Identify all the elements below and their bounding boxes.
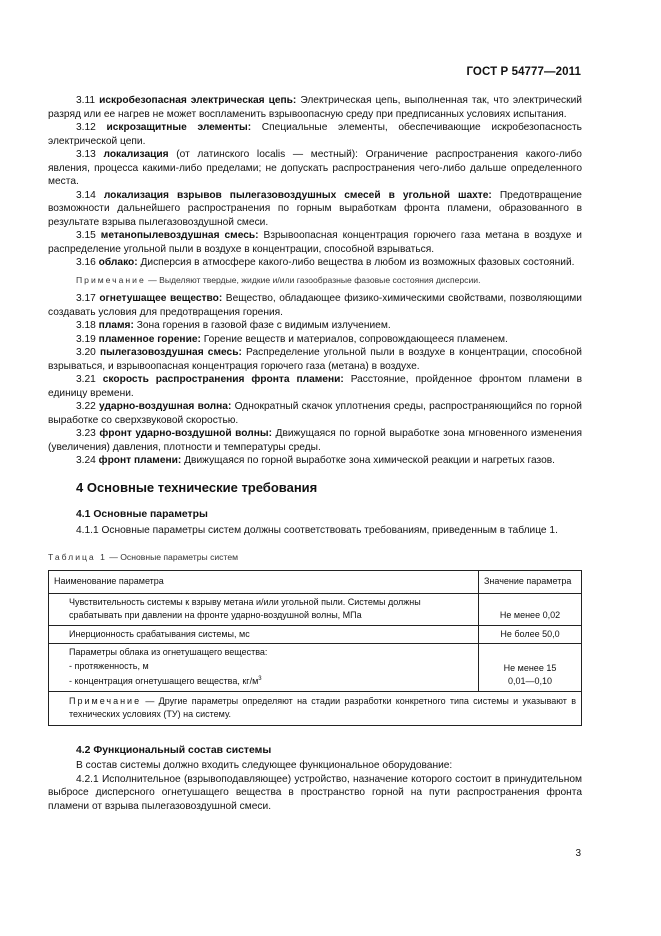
definition-number: 3.24: [76, 455, 96, 466]
definition-number: 3.17: [76, 293, 96, 304]
definition-3-16: [48, 256, 582, 270]
definition-term: пламенное горение:: [98, 333, 201, 345]
table-note: [49, 691, 582, 725]
definition-text: Зона горения в газовой фазе с видимым излучением.: [136, 320, 391, 331]
row-3-value-line-1: Не менее 15: [503, 662, 557, 673]
definition-text: Взрывоопасная концентрация горючего газа метана в воздухе и распределение угольной пыли в воздухе в концентрации, способной взрываться.: [48, 230, 582, 255]
row-3-name-line-3: [69, 673, 473, 689]
definition-text: Распределение угольной пыли в воздухе в концентрации, способной взрываться, и взрывоопасная концентрация горючего газа (метана) в воздухе.: [48, 347, 582, 372]
definition-3-21: [48, 373, 582, 400]
definition-number: 3.23: [76, 428, 96, 439]
definition-number: 3.21: [76, 374, 96, 385]
definition-text: Дисперсия в атмосфере какого-либо вещества в любом из возможных фазовых состояний.: [140, 257, 575, 268]
table-row: [49, 644, 582, 692]
definition-text: (от латинского localis — местный): Ограничение распространения какого-либо явления, процесса какими-либо пределами; не допускать распространения чего-либо дальше определенного места.: [48, 149, 582, 187]
table-note-row: [49, 691, 582, 725]
definition-text: Горение веществ и материалов, сопровождающееся пламенем.: [203, 333, 508, 345]
col-header-value: Значение параметра: [479, 570, 582, 593]
section-4-title: 4 Основные технические требования: [76, 479, 318, 495]
row-3-name: [49, 644, 479, 692]
definition-3-11: [48, 94, 582, 121]
row-3-name-line-2: - протяженность, м: [69, 660, 149, 671]
definition-term: пылегазовоздушная смесь:: [99, 347, 242, 358]
definition-number: 3.16: [76, 257, 96, 268]
row-1-name: Чувствительность системы к взрыву метана и/или угольной пыли. Системы должны срабатывать при давлении на фронте ударно-воздушной волны, МПа: [49, 593, 479, 625]
table-note-label: Примечание: [69, 695, 142, 706]
subsection-4-2-title: 4.2 Функциональный состав системы: [76, 744, 272, 756]
paragraph-4-2: В состав системы должно входить следующее функциональное оборудование:: [76, 760, 453, 771]
definitions-block-2: [48, 292, 582, 468]
table-caption: [48, 551, 582, 565]
row-3-value: [479, 644, 582, 692]
definition-number: 3.14: [76, 189, 96, 201]
definition-text: Движущаяся по горной выработке зона мгновенного изменения (увеличения) давления, плотности и температуры среды.: [48, 428, 582, 453]
definition-3-19: [48, 333, 582, 347]
definition-term: облако:: [98, 257, 138, 268]
definition-term: скорость распространения фронта пламени:: [102, 374, 344, 385]
definition-term: огнетушащее вещество:: [99, 293, 223, 304]
row-1-value: Не менее 0,02: [479, 593, 582, 625]
subsection-4-1-title: 4.1 Основные параметры: [76, 509, 208, 520]
note-text: — Выделяют твердые, жидкие и/или газообразные фазовые состояния дисперсии.: [148, 274, 481, 285]
col-header-name: Наименование параметра: [49, 570, 479, 593]
definition-number: 3.18: [76, 320, 96, 331]
definition-text: Электрическая цепь, выполненная так, что электрический разряд или ее нагрев не может воспламенить взрывоопасную среду при предписанных условиях испытания.: [48, 95, 582, 120]
definition-3-13: [48, 148, 582, 189]
definition-term: локализация: [103, 149, 169, 160]
definition-3-22: [48, 400, 582, 427]
definition-text: Однократный скачок уплотнения среды, распространяющийся по горной выработке со сверхзвуковой скоростью.: [48, 401, 582, 426]
definition-term: фронт пламени:: [98, 455, 182, 466]
definition-term: фронт ударно-воздушной волны:: [99, 428, 272, 439]
definition-number: 3.12: [76, 122, 96, 133]
definition-term: искрозащитные элементы:: [106, 122, 252, 133]
definition-text: Расстояние, пройденное фронтом пламени в единицу времени.: [48, 374, 582, 399]
definition-3-20: [48, 346, 582, 373]
definition-term: локализация взрывов пылегазовоздушных смесей в угольной шахте:: [103, 189, 492, 201]
definition-text: Движущаяся по горной выработке зона химической реакции и нагретых газов.: [184, 455, 556, 466]
definition-number: 3.13: [76, 149, 96, 160]
definition-number: 3.20: [76, 347, 96, 358]
paragraph-4-2-1: 4.2.1 Исполнительное (взрывоподавляющее) устройство, назначение которого состоит в принудительном выбросе дисперсного огнетушащего вещества в пространство горной на пути распространения фронта пламени от взрыва пылегазовоздушной смеси.: [48, 773, 582, 812]
page-number: 3: [575, 848, 581, 859]
note-1: [76, 274, 582, 288]
definition-3-14: [48, 189, 582, 230]
definition-number: 3.15: [76, 230, 96, 241]
unit-superscript: 3: [258, 676, 262, 682]
definition-3-18: [48, 319, 582, 333]
definition-term: пламя:: [98, 320, 134, 331]
definition-3-15: [48, 229, 582, 256]
row-3-value-line-2: 0,01—0,10: [507, 676, 553, 686]
definition-term: метанопылевоздушная смесь:: [100, 230, 259, 241]
definition-number: 3.19: [76, 333, 96, 345]
row-2-name: Инерционность срабатывания системы, мс: [49, 625, 479, 644]
table-row: [49, 625, 582, 644]
table-row: [49, 593, 582, 625]
table-caption-text: — Основные параметры систем: [109, 552, 239, 562]
table-caption-label: Таблица 1: [48, 552, 107, 562]
paragraph-4-1-1: 4.1.1 Основные параметры систем должны соответствовать требованиям, приведенным в таблице 1.: [76, 524, 558, 536]
table-note-text: — Другие параметры определяют на стадии разработки конкретного типа системы и указывают в технических условиях (ТУ) на систему.: [69, 695, 576, 719]
definition-3-12: [48, 121, 582, 148]
row-3-name-line-1: Параметры облака из огнетушащего вещества:: [69, 647, 268, 657]
definition-3-23: [48, 427, 582, 454]
definition-term: ударно-воздушная волна:: [99, 401, 232, 412]
document-id: ГОСТ Р 54777—2011: [466, 66, 581, 78]
definition-text: Предотвращение возможности дальнейшего распространения по горным выработкам фронта пламени, образованного в результате взрыва пылегазовоздушной смеси.: [48, 189, 582, 228]
row-3-name-line-3-text: - концентрация огнетушащего вещества, кг/м: [69, 676, 259, 686]
definition-number: 3.11: [76, 95, 96, 106]
parameters-table: [48, 570, 582, 726]
definition-3-17: [48, 292, 582, 319]
row-2-value: Не более 50,0: [479, 625, 582, 644]
definition-3-24: [48, 454, 582, 468]
note-label: Примечание: [76, 274, 146, 285]
definition-number: 3.22: [76, 401, 96, 412]
definition-text: Специальные элементы, обеспечивающие искробезопасность электрической цепи.: [48, 122, 582, 147]
definition-term: искробезопасная электрическая цепь:: [99, 95, 297, 106]
table-header-row: [49, 570, 582, 593]
definition-text: Вещество, обладающее физико-химическими свойствами, позволяющими создавать условия для предотвращения горения.: [48, 293, 582, 318]
document-body: [48, 94, 582, 813]
definitions-block: [48, 94, 582, 270]
